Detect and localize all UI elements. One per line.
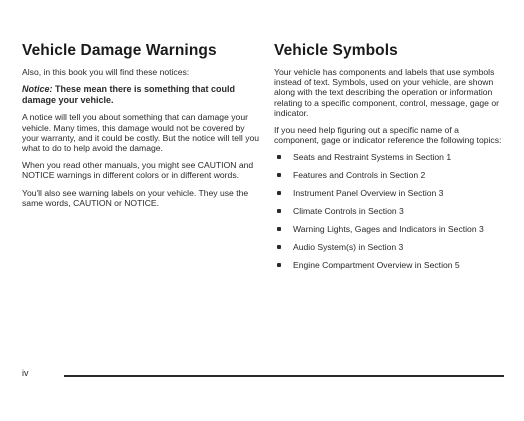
- list-item: [274, 152, 506, 162]
- list-item-text: Warning Lights, Gages and Indicators in Section 3: [293, 224, 484, 235]
- notice-text: These mean there is something that could damage your vehicle.: [22, 84, 236, 105]
- list-item: [274, 260, 506, 270]
- vehicle-symbols-section: [274, 42, 506, 278]
- bullet-icon: [277, 173, 281, 177]
- list-item: [274, 224, 506, 234]
- bullet-icon: [277, 263, 281, 267]
- footer-divider: [64, 375, 504, 377]
- body-paragraph: If you need help figuring out a specific name of a component, gage or indicator reference the following topics:: [274, 125, 502, 146]
- list-item-text: Instrument Panel Overview in Section 3: [293, 188, 444, 199]
- topic-list: [274, 152, 506, 270]
- body-paragraph: When you read other manuals, you might see CAUTION and NOTICE warnings in different colors or in different words.: [22, 160, 254, 181]
- bullet-icon: [277, 155, 281, 159]
- list-item-text: Audio System(s) in Section 3: [293, 242, 404, 253]
- section-heading: Vehicle Symbols: [274, 42, 398, 59]
- list-item-text: Features and Controls in Section 2: [293, 170, 426, 181]
- page-number: iv: [22, 368, 29, 378]
- list-item-text: Seats and Restraint Systems in Section 1: [293, 152, 452, 163]
- list-item-text: Climate Controls in Section 3: [293, 206, 404, 217]
- notice-callout: [22, 84, 260, 105]
- bullet-icon: [277, 191, 281, 195]
- body-paragraph: A notice will tell you about something that can damage your vehicle. Many times, this damage would not be covered by your warranty, and it could be costly. But the notice will tell you what to do to help avoid the damage.: [22, 112, 260, 153]
- list-item: [274, 188, 506, 198]
- bullet-icon: [277, 209, 281, 213]
- intro-paragraph: Also, in this book you will find these notices:: [22, 67, 190, 77]
- body-paragraph: You'll also see warning labels on your vehicle. They use the same words, CAUTION or NOTICE.: [22, 187, 249, 208]
- vehicle-damage-warnings-section: [22, 42, 260, 215]
- list-item: [274, 242, 506, 252]
- list-item: [274, 206, 506, 216]
- section-heading: Vehicle Damage Warnings: [22, 42, 217, 59]
- bullet-icon: [277, 245, 281, 249]
- notice-label: Notice:: [22, 84, 53, 95]
- list-item-text: Engine Compartment Overview in Section 5: [293, 260, 460, 271]
- bullet-icon: [277, 227, 281, 231]
- list-item: [274, 170, 506, 180]
- body-paragraph: Your vehicle has components and labels that use symbols instead of text. Symbols, used on your vehicle, are shown along with the text describing the operation or information relating to a specific component, control, message, gage or indicator.: [274, 67, 499, 118]
